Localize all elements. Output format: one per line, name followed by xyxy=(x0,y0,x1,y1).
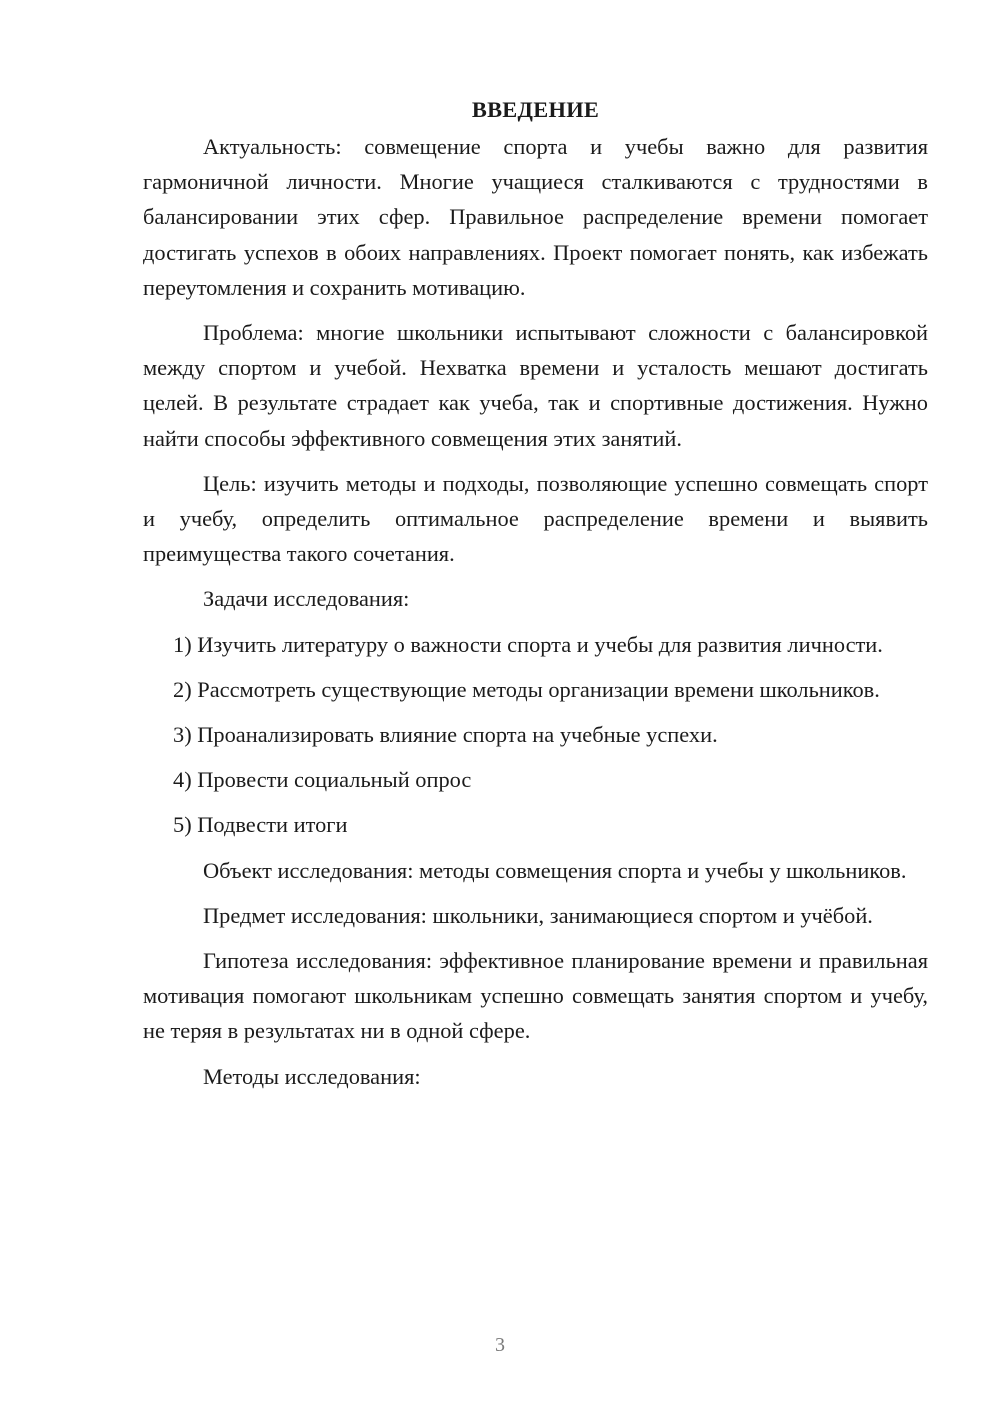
task-item-2: 2) Рассмотреть существующие методы организации времени школьников. xyxy=(173,676,880,702)
task-item-3: 3) Проанализировать влияние спорта на учебные успехи. xyxy=(173,722,718,748)
problem-paragraph: Проблема: многие школьники испытывают сложности с балансировкой между спортом и учебой. Нехватка времени и усталость мешают достигать целей. В результате страдает как учеба, так и спортивные достижения. Нужно найти способы эффективного совмещения этих занятий. xyxy=(143,320,928,451)
object-paragraph: Объект исследования: методы совмещения спорта и учебы у школьников. xyxy=(203,857,907,883)
subject-paragraph: Предмет исследования: школьники, занимающиеся спортом и учёбой. xyxy=(203,902,873,928)
relevance-paragraph: Актуальность: совмещение спорта и учебы важно для развития гармоничной личности. Многие учащиеся сталкиваются с трудностями в балансировании этих сфер. Правильное распределение времени помогает достигать успехов в обоих направлениях. Проект помогает понять, как избежать переутомления и сохранить мотивацию. xyxy=(143,134,928,300)
hypothesis-paragraph: Гипотеза исследования: эффективное планирование времени и правильная мотивация помогают школьникам успешно совмещать занятия спортом и учебу, не теряя в результатах ни в одной сфере. xyxy=(143,948,928,1044)
task-item-5: 5) Подвести итоги xyxy=(173,812,348,838)
methods-heading: Методы исследования: xyxy=(203,1063,421,1089)
goal-paragraph: Цель: изучить методы и подходы, позволяющие успешно совмещать спорт и учебу, определить оптимальное распределение времени и выявить преимущества такого сочетания. xyxy=(143,470,928,567)
document-page xyxy=(143,95,928,1104)
page-number: 3 xyxy=(495,1334,505,1356)
task-item-1: 1) Изучить литературу о важности спорта и учебы для развития личности. xyxy=(173,631,883,657)
task-item-4: 4) Провести социальный опрос xyxy=(173,767,472,793)
tasks-heading: Задачи исследования: xyxy=(203,586,410,612)
page-title: ВВЕДЕНИЕ xyxy=(471,97,600,122)
